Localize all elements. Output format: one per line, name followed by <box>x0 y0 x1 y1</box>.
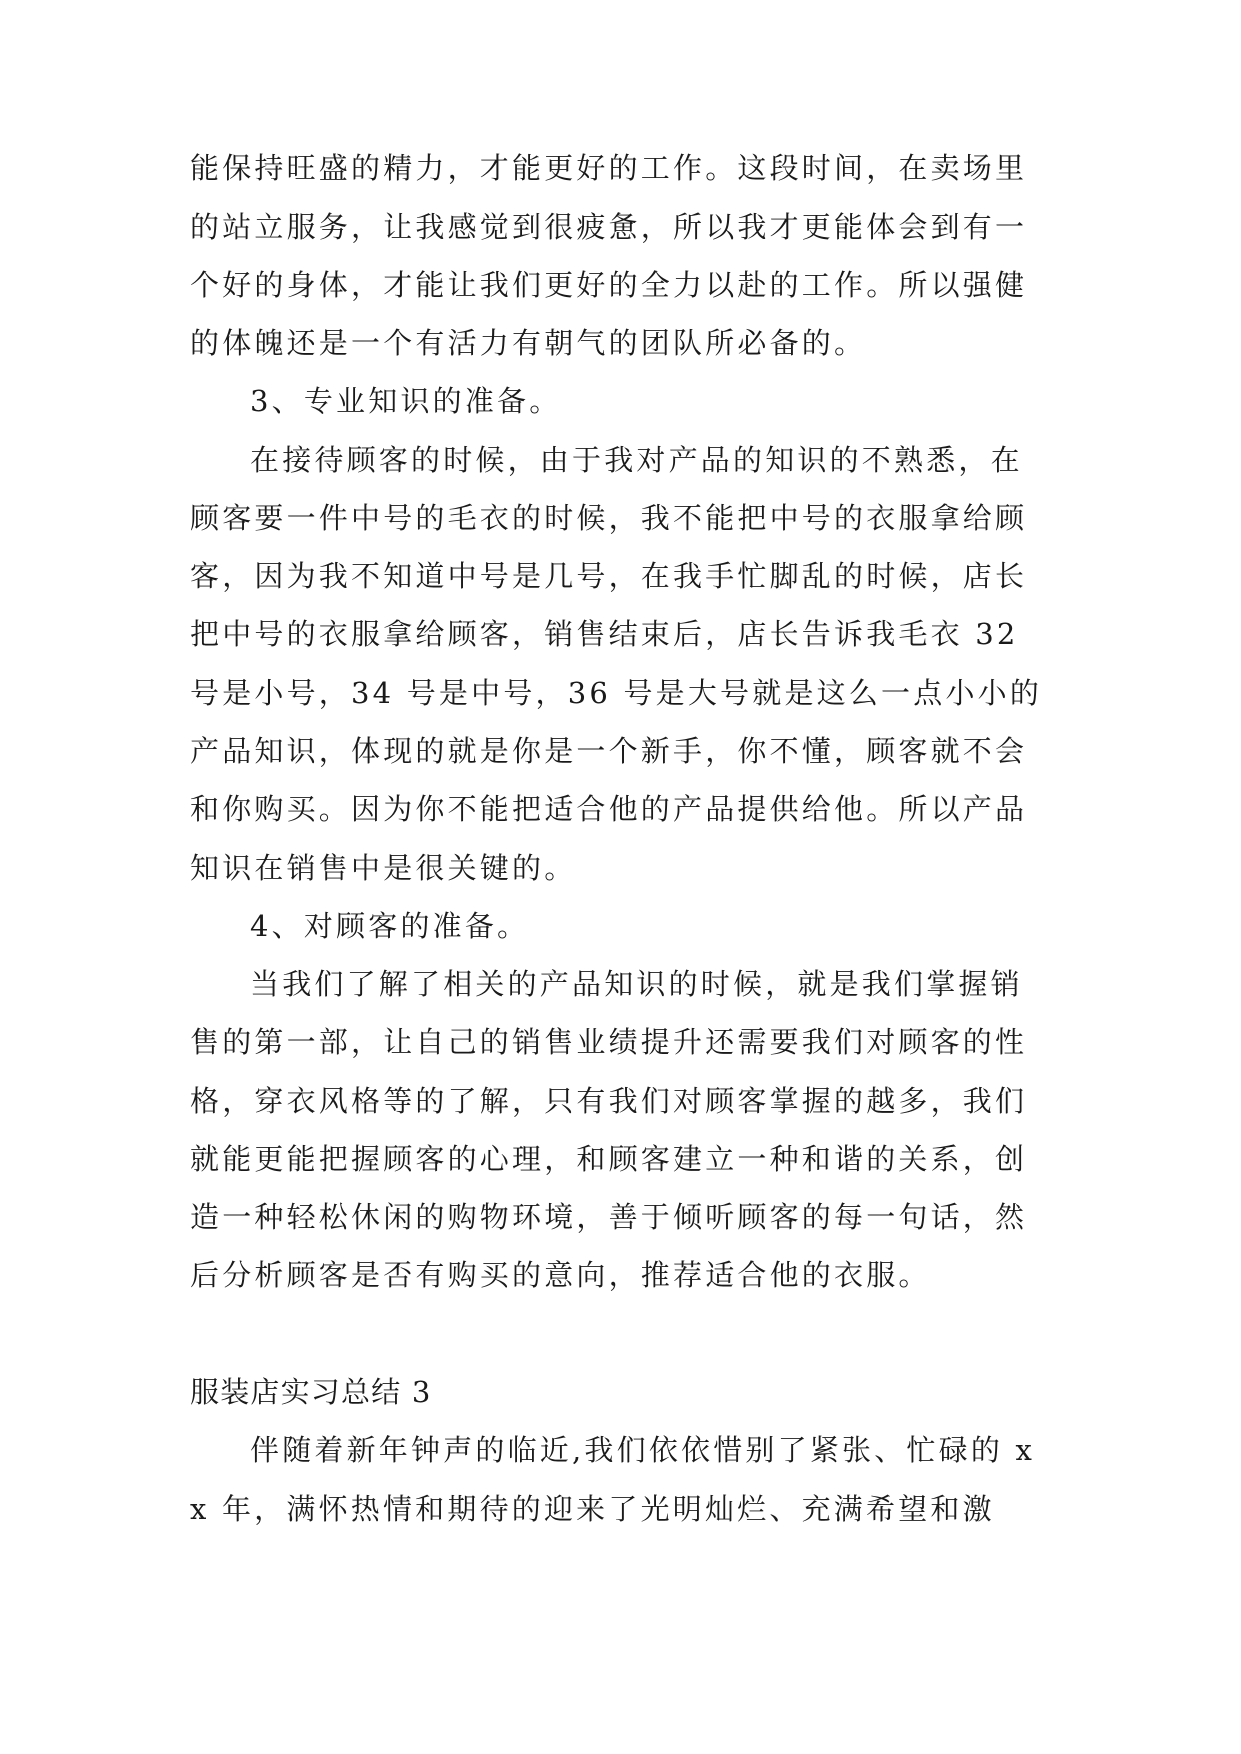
text-line: 的站立服务，让我感觉到很疲惫，所以我才更能体会到有一 <box>190 210 1028 244</box>
text-line: 知识在销售中是很关键的。 <box>190 851 577 885</box>
text-line: x 年，满怀热情和期待的迎来了光明灿烂、充满希望和激 <box>190 1492 995 1526</box>
text-line: 在接待顾客的时候，由于我对产品的知识的不熟悉，在 <box>250 443 1023 477</box>
document-heading: 服装店实习总结 3 <box>190 1375 432 1409</box>
text-line: 号是小号，34 号是中号，36 号是大号就是这么一点小小的 <box>190 676 1043 710</box>
text-line: 和你购买。因为你不能把适合他的产品提供给他。所以产品 <box>190 792 1028 826</box>
text-line: 售的第一部，让自己的销售业绩提升还需要我们对顾客的性 <box>190 1025 1028 1059</box>
text-line: 就能更能把握顾客的心理，和顾客建立一种和谐的关系，创 <box>190 1142 1028 1176</box>
text-line: 造一种轻松休闲的购物环境，善于倾听顾客的每一句话，然 <box>190 1200 1028 1234</box>
section-heading: 3、专业知识的准备。 <box>250 384 562 418</box>
text-line: 把中号的衣服拿给顾客，销售结束后，店长告诉我毛衣 32 <box>190 617 1019 651</box>
text-line: 产品知识，体现的就是你是一个新手，你不懂，顾客就不会 <box>190 734 1028 768</box>
text-line: 后分析顾客是否有购买的意向，推荐适合他的衣服。 <box>190 1258 931 1292</box>
text-line: 顾客要一件中号的毛衣的时候，我不能把中号的衣服拿给顾 <box>190 501 1028 535</box>
text-line: 个好的身体，才能让我们更好的全力以赴的工作。所以强健 <box>190 268 1028 302</box>
text-line: 格，穿衣风格等的了解，只有我们对顾客掌握的越多，我们 <box>190 1084 1028 1118</box>
text-line: 的体魄还是一个有活力有朝气的团队所必备的。 <box>190 326 867 360</box>
section-heading: 4、对顾客的准备。 <box>250 909 530 943</box>
text-line: 能保持旺盛的精力，才能更好的工作。这段时间，在卖场里 <box>190 151 1028 185</box>
text-line: 客，因为我不知道中号是几号，在我手忙脚乱的时候，店长 <box>190 559 1028 593</box>
text-line: 当我们了解了相关的产品知识的时候，就是我们掌握销 <box>250 967 1023 1001</box>
text-line: 伴随着新年钟声的临近,我们依依惜别了紧张、忙碌的 x <box>250 1433 1035 1467</box>
